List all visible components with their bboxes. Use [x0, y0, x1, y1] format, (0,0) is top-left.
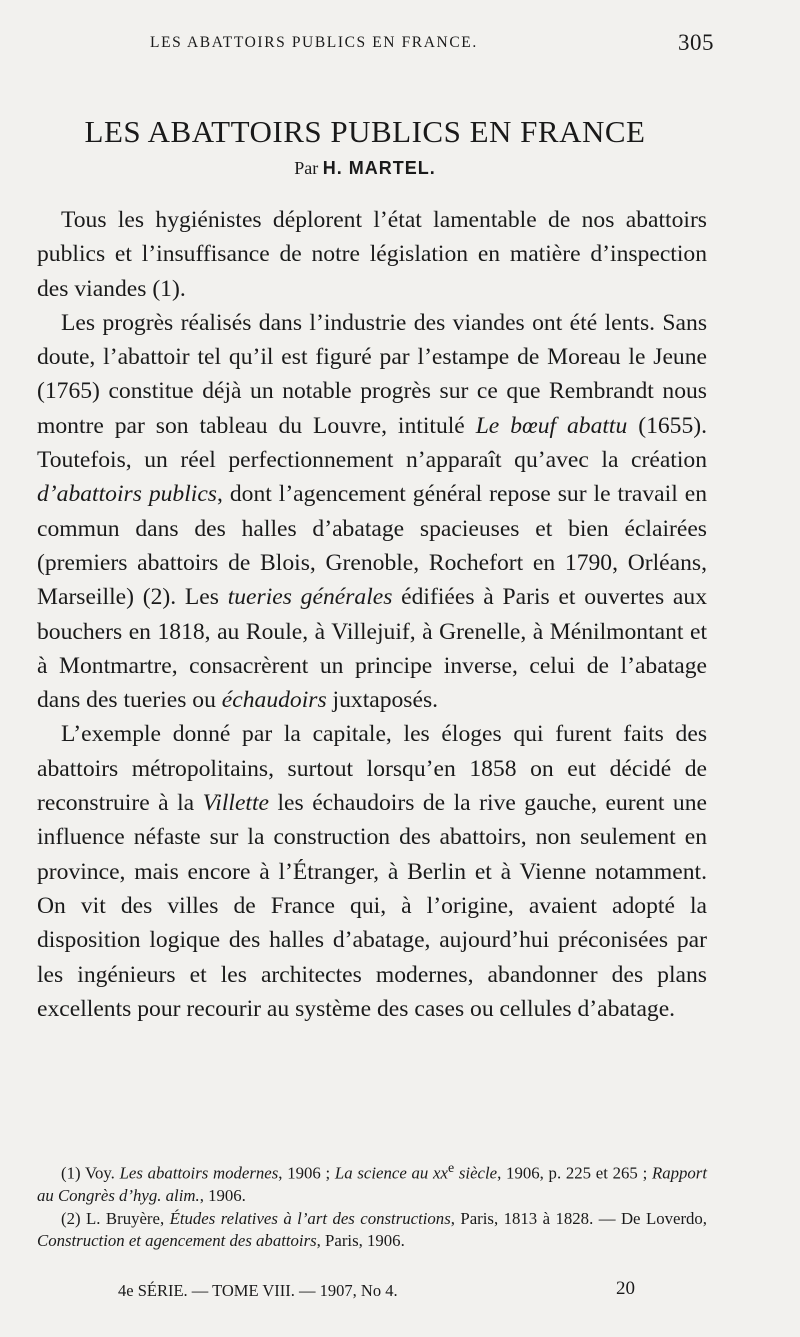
footnotes [37, 1158, 707, 1253]
byline [0, 158, 730, 179]
text-run: , 1906. [199, 1186, 246, 1206]
italic-text: Construction et agencement des abattoirs [37, 1231, 317, 1251]
footnote [37, 1158, 707, 1208]
italic-text: Villette [202, 790, 270, 817]
text-run: L’exemple donné par la capitale, les éloges qui furent faits des abattoirs métropolitains, surtout lorsqu’en 1858 on eut décidé de reconstruire à la [37, 721, 707, 817]
text-run: , Paris, 1813 à 1828. — De Loverdo, [450, 1208, 708, 1228]
text-run: e [447, 1161, 455, 1176]
italic-text: Rapport au Congrès d’hyg. alim. [37, 1163, 707, 1206]
signature-number: 20 [616, 1278, 635, 1299]
text-run: , 1906 ; [278, 1163, 335, 1183]
article-body [37, 203, 707, 1026]
text-run: les échaudoirs de la rive gauche, eurent une influence néfaste sur la construction des abattoirs, non seulement en province, mais encore à l’Étranger, à Berlin et à Vienne notamment. On vit des villes de France qui, à l’origine, avaient adopté la disposition logique des halles d’abatage, aujourd’hui préconisées par les ingénieurs et les architectes modernes, abandonner des plans excellents pour recourir au système des cases ou cellules d’abatage. [37, 790, 707, 1022]
byline-prefix: Par [294, 158, 319, 178]
italic-text: échaudoirs [221, 687, 327, 714]
text-run: juxtaposés. [326, 687, 439, 714]
footnote [37, 1208, 707, 1253]
paragraph [37, 203, 707, 306]
text-run: (1655). Toutefois, un réel perfectionnement n’apparaît qu’avec la création [37, 412, 708, 474]
text-run: Tous les hygiénistes déplorent l’état lamentable de nos abattoirs publics et l’insuffisance de notre législation en matière d’inspection des viandes (1). [37, 207, 707, 302]
paragraph [37, 306, 707, 718]
running-head: LES ABATTOIRS PUBLICS EN FRANCE. [150, 34, 478, 51]
article-title: LES ABATTOIRS PUBLICS EN FRANCE [84, 114, 646, 149]
italic-text: Études relatives à l’art des constructions [169, 1208, 451, 1228]
text-run: (1) Voy. [61, 1163, 120, 1183]
italic-text: Les abattoirs modernes [119, 1163, 279, 1183]
italic-text: tueries générales [227, 584, 393, 611]
italic-text: Le bœuf abattu [475, 412, 628, 439]
text-run: , 1906, p. 225 et 265 ; [497, 1163, 652, 1183]
italic-text: siècle [454, 1163, 498, 1183]
italic-text: d’abattoirs publics [37, 481, 217, 508]
italic-text: La science au xx [334, 1163, 448, 1183]
paragraph [37, 717, 707, 1026]
text-run: édifiées à Paris et ouvertes aux bouchers en 1818, au Roule, à Villejuif, à Grenelle, à Ménilmontant et à Montmartre, consacrèrent un principe inverse, celui de l’abatage dans des tueries ou [37, 584, 707, 714]
author-name: H. MARTEL. [322, 158, 436, 178]
signature-line: 4e SÉRIE. — TOME VIII. — 1907, No 4. [118, 1281, 398, 1300]
text-run: , Paris, 1906. [316, 1231, 405, 1251]
text-run: (2) L. Bruyère, [61, 1208, 170, 1228]
text-run: , dont l’agencement général repose sur le travail en commun dans des halles d’abatage spacieuses et bien éclairées (premiers abattoirs de Blois, Grenoble, Rochefort en 1790, Orléans, Marseille) (2). Les [37, 481, 707, 611]
page-number: 305 [678, 30, 714, 55]
text-run: Les progrès réalisés dans l’industrie des viandes ont été lents. Sans doute, l’abattoir tel qu’il est figuré par l’estampe de Moreau le Jeune (1765) constitue déjà un notable progrès sur ce que Rembrandt nous montre par son tableau du Louvre, intitulé [37, 309, 707, 439]
